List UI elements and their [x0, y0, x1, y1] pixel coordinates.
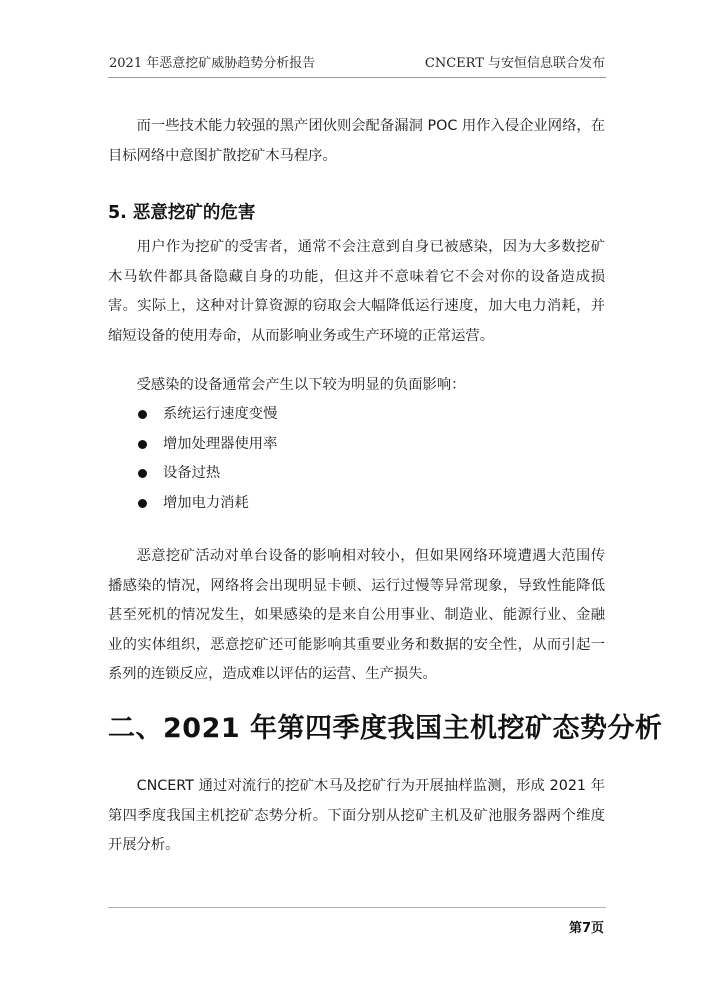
header-divider — [108, 77, 606, 78]
bullet-dot-icon — [138, 410, 147, 419]
bullet-dot-icon — [138, 440, 147, 449]
bullet-text: 增加处理器使用率 — [163, 435, 278, 452]
bullet-text: 系统运行速度变慢 — [163, 406, 278, 422]
bullet-text: 增加电力消耗 — [163, 494, 249, 511]
bullet-item — [108, 489, 277, 519]
body-paragraph: 用户作为挖矿的受害者，通常不会注意到自身已被感染，因为大多数挖矿木马软件都具备隐藏自身的功能，但这并不意味着它不会对你的设备造成损害。实际上，这种对计算资源的窃取会大幅降低运行速度，加大电力消耗，并缩短设备的使用寿命，从而影响业务或生产环境的正常运营。 — [108, 239, 605, 344]
header-report-title: 2021 年恶意挖矿威胁趋势分析报告 — [109, 56, 316, 71]
section-heading: 5. 恶意挖矿的危害 — [108, 203, 256, 223]
footer-divider — [108, 907, 606, 908]
bullet-item — [108, 459, 277, 489]
body-paragraph: CNCERT 通过对流行的挖矿木马及挖矿行为开展抽样监测，形成 2021 年第四季度我国主机挖矿态势分析。下面分别从挖矿主机及矿池服务器两个维度开展分析。 — [108, 778, 605, 853]
body-paragraph: 而一些技术能力较强的黑产团伙则会配备漏洞 POC 用作入侵企业网络，在目标网络中意图扩散挖矿木马程序。 — [108, 118, 605, 164]
chapter-heading: 二、2021 年第四季度我国主机挖矿态势分析 — [108, 713, 663, 744]
header-publisher: CNCERT 与安恒信息联合发布 — [424, 56, 605, 71]
bullet-dot-icon — [138, 499, 147, 508]
bullet-dot-icon — [138, 469, 147, 478]
bullet-text: 设备过热 — [163, 465, 221, 481]
bullet-item — [108, 400, 277, 430]
bullet-item — [108, 430, 277, 460]
body-paragraph: 受感染的设备通常会产生以下较为明显的负面影响： — [136, 377, 466, 393]
impact-bullet-list — [108, 400, 277, 518]
page-number: 第7页 — [568, 921, 604, 936]
body-paragraph: 恶意挖矿活动对单台设备的影响相对较小，但如果网络环境遭遇大范围传播感染的情况，网络将会出现明显卡顿、运行过慢等异常现象，导致性能降低甚至死机的情况发生，如果感染的是来自公用事业、制造业、能源行业、金融业的实体组织，恶意挖矿还可能影响其重要业务和数据的安全性，从而引起一系列的连锁反应，造成难以评估的运营、生产损失。 — [108, 548, 605, 682]
